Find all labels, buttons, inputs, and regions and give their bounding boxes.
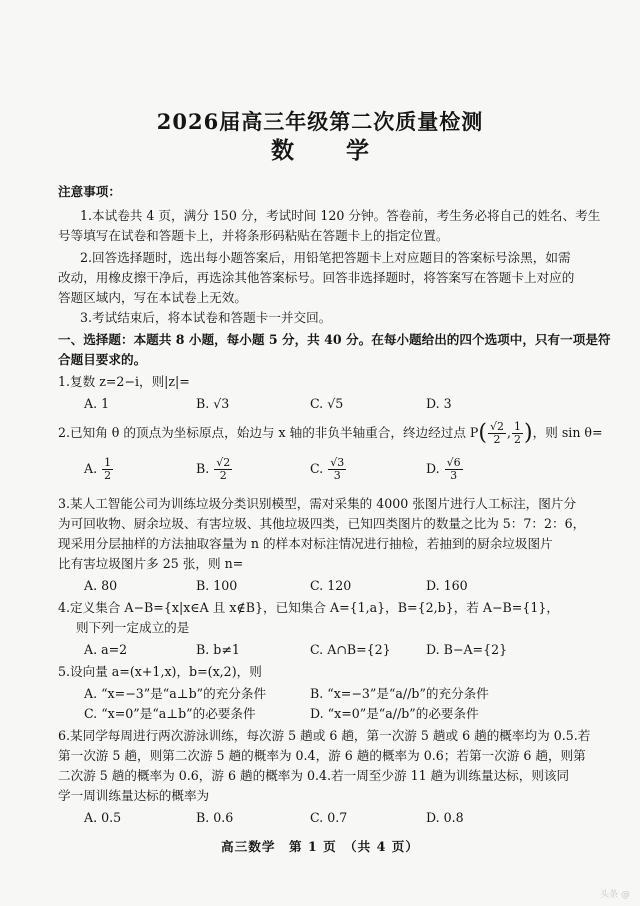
fraction bbox=[512, 421, 523, 446]
page-footer: 高三数学 第 1 页 （共 4 页） bbox=[221, 839, 419, 854]
question-2-stem: 2.已知角 θ 的顶点为坐标原点，始边与 x 轴的非负半轴重合，终边经过点 P( $\frac{√2}{2}$ , $\frac{1}{2}$ )，则 sin θ= bbox=[58, 420, 603, 446]
question-3-line: 为可回收物、厨余垃圾、有害垃圾、其他垃圾四类，已知四类图片的数量之比为 5：7：2：6， bbox=[58, 516, 586, 531]
question-6-line: 二次游 5 趟的概率为 0.6，游 6 趟的概率为 0.4.若一周至少游 11 趟为训练量达标，则该同 bbox=[58, 768, 570, 783]
question-4-line: 则下列一定成立的是 bbox=[76, 620, 190, 635]
question-5-option-a: A. “x=−3”是“a⊥b”的充分条件 bbox=[84, 686, 267, 701]
numerator: √2 bbox=[490, 420, 505, 433]
fraction bbox=[488, 421, 506, 446]
denominator: 2 bbox=[493, 433, 501, 446]
question-4-option-c: C. A∩B={2} bbox=[310, 642, 391, 657]
exam-subject: 数 学 bbox=[270, 137, 391, 164]
option-label: A. bbox=[84, 461, 98, 476]
section-heading: 合题目要求的。 bbox=[58, 352, 147, 367]
denominator: 3 bbox=[333, 469, 341, 482]
question-1-option-d: D. 3 bbox=[426, 396, 452, 411]
denominator: 2 bbox=[219, 469, 227, 482]
question-2-option-c bbox=[310, 454, 347, 484]
question-6-option-c: C. 0.7 bbox=[310, 810, 348, 825]
section-heading: 一、选择题：本题共 8 小题，每小题 5 分，共 40 分。在每小题给出的四个选项中，只有一项是符 bbox=[58, 332, 611, 347]
question-6-option-d: D. 0.8 bbox=[426, 810, 464, 825]
fraction bbox=[214, 457, 232, 482]
question-1-stem: 1.复数 z=2−i，则|z|= bbox=[58, 374, 190, 389]
question-6-option-a: A. 0.5 bbox=[84, 810, 122, 825]
numerator: 1 bbox=[514, 420, 522, 433]
question-4-line: 4.定义集合 A−B={x|x∈A 且 x∉B}，已知集合 A={1,a}，B={2,b}，若 A−B={1}， bbox=[58, 600, 559, 615]
question-6-line: 第一次游 5 趟，则第二次游 5 趟的概率为 0.4，游 6 趟的概率为 0.6；若第一次游 6 趟，则第 bbox=[58, 748, 586, 763]
question-3-option-c: C. 120 bbox=[310, 578, 352, 593]
option-label: D. bbox=[426, 461, 440, 476]
question-2-option-b bbox=[196, 454, 233, 484]
question-2-option-a bbox=[84, 454, 114, 484]
question-3-option-a: A. 80 bbox=[84, 578, 118, 593]
question-4-option-b: B. b≠1 bbox=[196, 642, 240, 657]
question-4-option-a: A. a=2 bbox=[84, 642, 128, 657]
denominator: 2 bbox=[104, 469, 112, 482]
numerator: 1 bbox=[104, 456, 112, 469]
question-2-stem-tail: ，则 sin θ= bbox=[532, 425, 603, 440]
question-6-line: 学一周训练量达标的概率为 bbox=[58, 788, 210, 803]
question-5-stem: 5.设向量 a=(x+1,x)，b=(x,2)，则 bbox=[58, 664, 262, 679]
notice-line: 号等填写在试卷和答题卡上，并将条形码粘贴在答题卡上的指定位置。 bbox=[58, 228, 449, 243]
option-label: C. bbox=[310, 461, 324, 476]
numerator: √3 bbox=[330, 456, 345, 469]
question-1-option-c: C. √5 bbox=[310, 396, 344, 411]
denominator: 3 bbox=[450, 469, 458, 482]
fraction bbox=[102, 457, 113, 482]
notice-line: 答题区域内，写在本试卷上无效。 bbox=[58, 290, 247, 305]
question-1-option-b: B. √3 bbox=[196, 396, 230, 411]
question-6-line: 6.某同学每周进行两次游泳训练，每次游 5 趟或 6 趟，第一次游 5 趟或 6 趟的概率均为 0.5.若 bbox=[58, 728, 591, 743]
question-2-option-d bbox=[426, 454, 464, 484]
numerator: √6 bbox=[446, 456, 461, 469]
notice-line: 改动，用橡皮擦干净后，再选涂其他答案标号。回答非选择题时，将答案写在答题卡上对应的 bbox=[58, 270, 575, 285]
option-label: B. bbox=[196, 461, 210, 476]
question-5-option-b: B. “x=−3”是“a//b”的充分条件 bbox=[310, 686, 489, 701]
question-5-option-c: C. “x=0”是“a⊥b”的必要条件 bbox=[84, 706, 256, 721]
numerator: √2 bbox=[216, 456, 231, 469]
notice-heading: 注意事项： bbox=[58, 184, 121, 199]
exam-title: 2026届高三年级第二次质量检测 bbox=[156, 109, 484, 134]
question-3-line: 比有害垃圾图片多 25 张，则 n= bbox=[58, 556, 244, 571]
question-3-option-d: D. 160 bbox=[426, 578, 468, 593]
watermark: 头条 @ bbox=[600, 890, 630, 900]
denominator: 2 bbox=[514, 433, 522, 446]
question-6-option-b: B. 0.6 bbox=[196, 810, 234, 825]
question-3-option-b: B. 100 bbox=[196, 578, 238, 593]
fraction bbox=[328, 457, 346, 482]
question-4-option-d: D. B−A={2} bbox=[426, 642, 508, 657]
paren-close: ) bbox=[524, 420, 533, 446]
question-3-line: 3.某人工智能公司为训练垃圾分类识别模型，需对采集的 4000 张图片进行人工标注，图片分 bbox=[58, 496, 577, 511]
notice-line: 1.本试卷共 4 页，满分 150 分，考试时间 120 分钟。答卷前，考生务必将自己的姓名、考生 bbox=[80, 208, 601, 223]
notice-line: 3.考试结束后，将本试卷和答题卡一并交回。 bbox=[80, 310, 332, 325]
question-5-option-d: D. “x=0”是“a//b”的必要条件 bbox=[310, 706, 479, 721]
paren-open: ( bbox=[478, 420, 488, 446]
question-1-option-a: A. 1 bbox=[84, 396, 110, 411]
notice-line: 2.回答选择题时，选出每小题答案后，用铅笔把答题卡上对应题目的答案标号涂黑，如需 bbox=[80, 250, 571, 265]
question-3-line: 现采用分层抽样的方法抽取容量为 n 的样本对标注情况进行抽检，若抽到的厨余垃圾图片 bbox=[58, 536, 553, 551]
question-2-stem-text: 2.已知角 θ 的顶点为坐标原点，始边与 x 轴的非负半轴重合，终边经过点 P bbox=[58, 425, 479, 440]
fraction bbox=[445, 457, 463, 482]
